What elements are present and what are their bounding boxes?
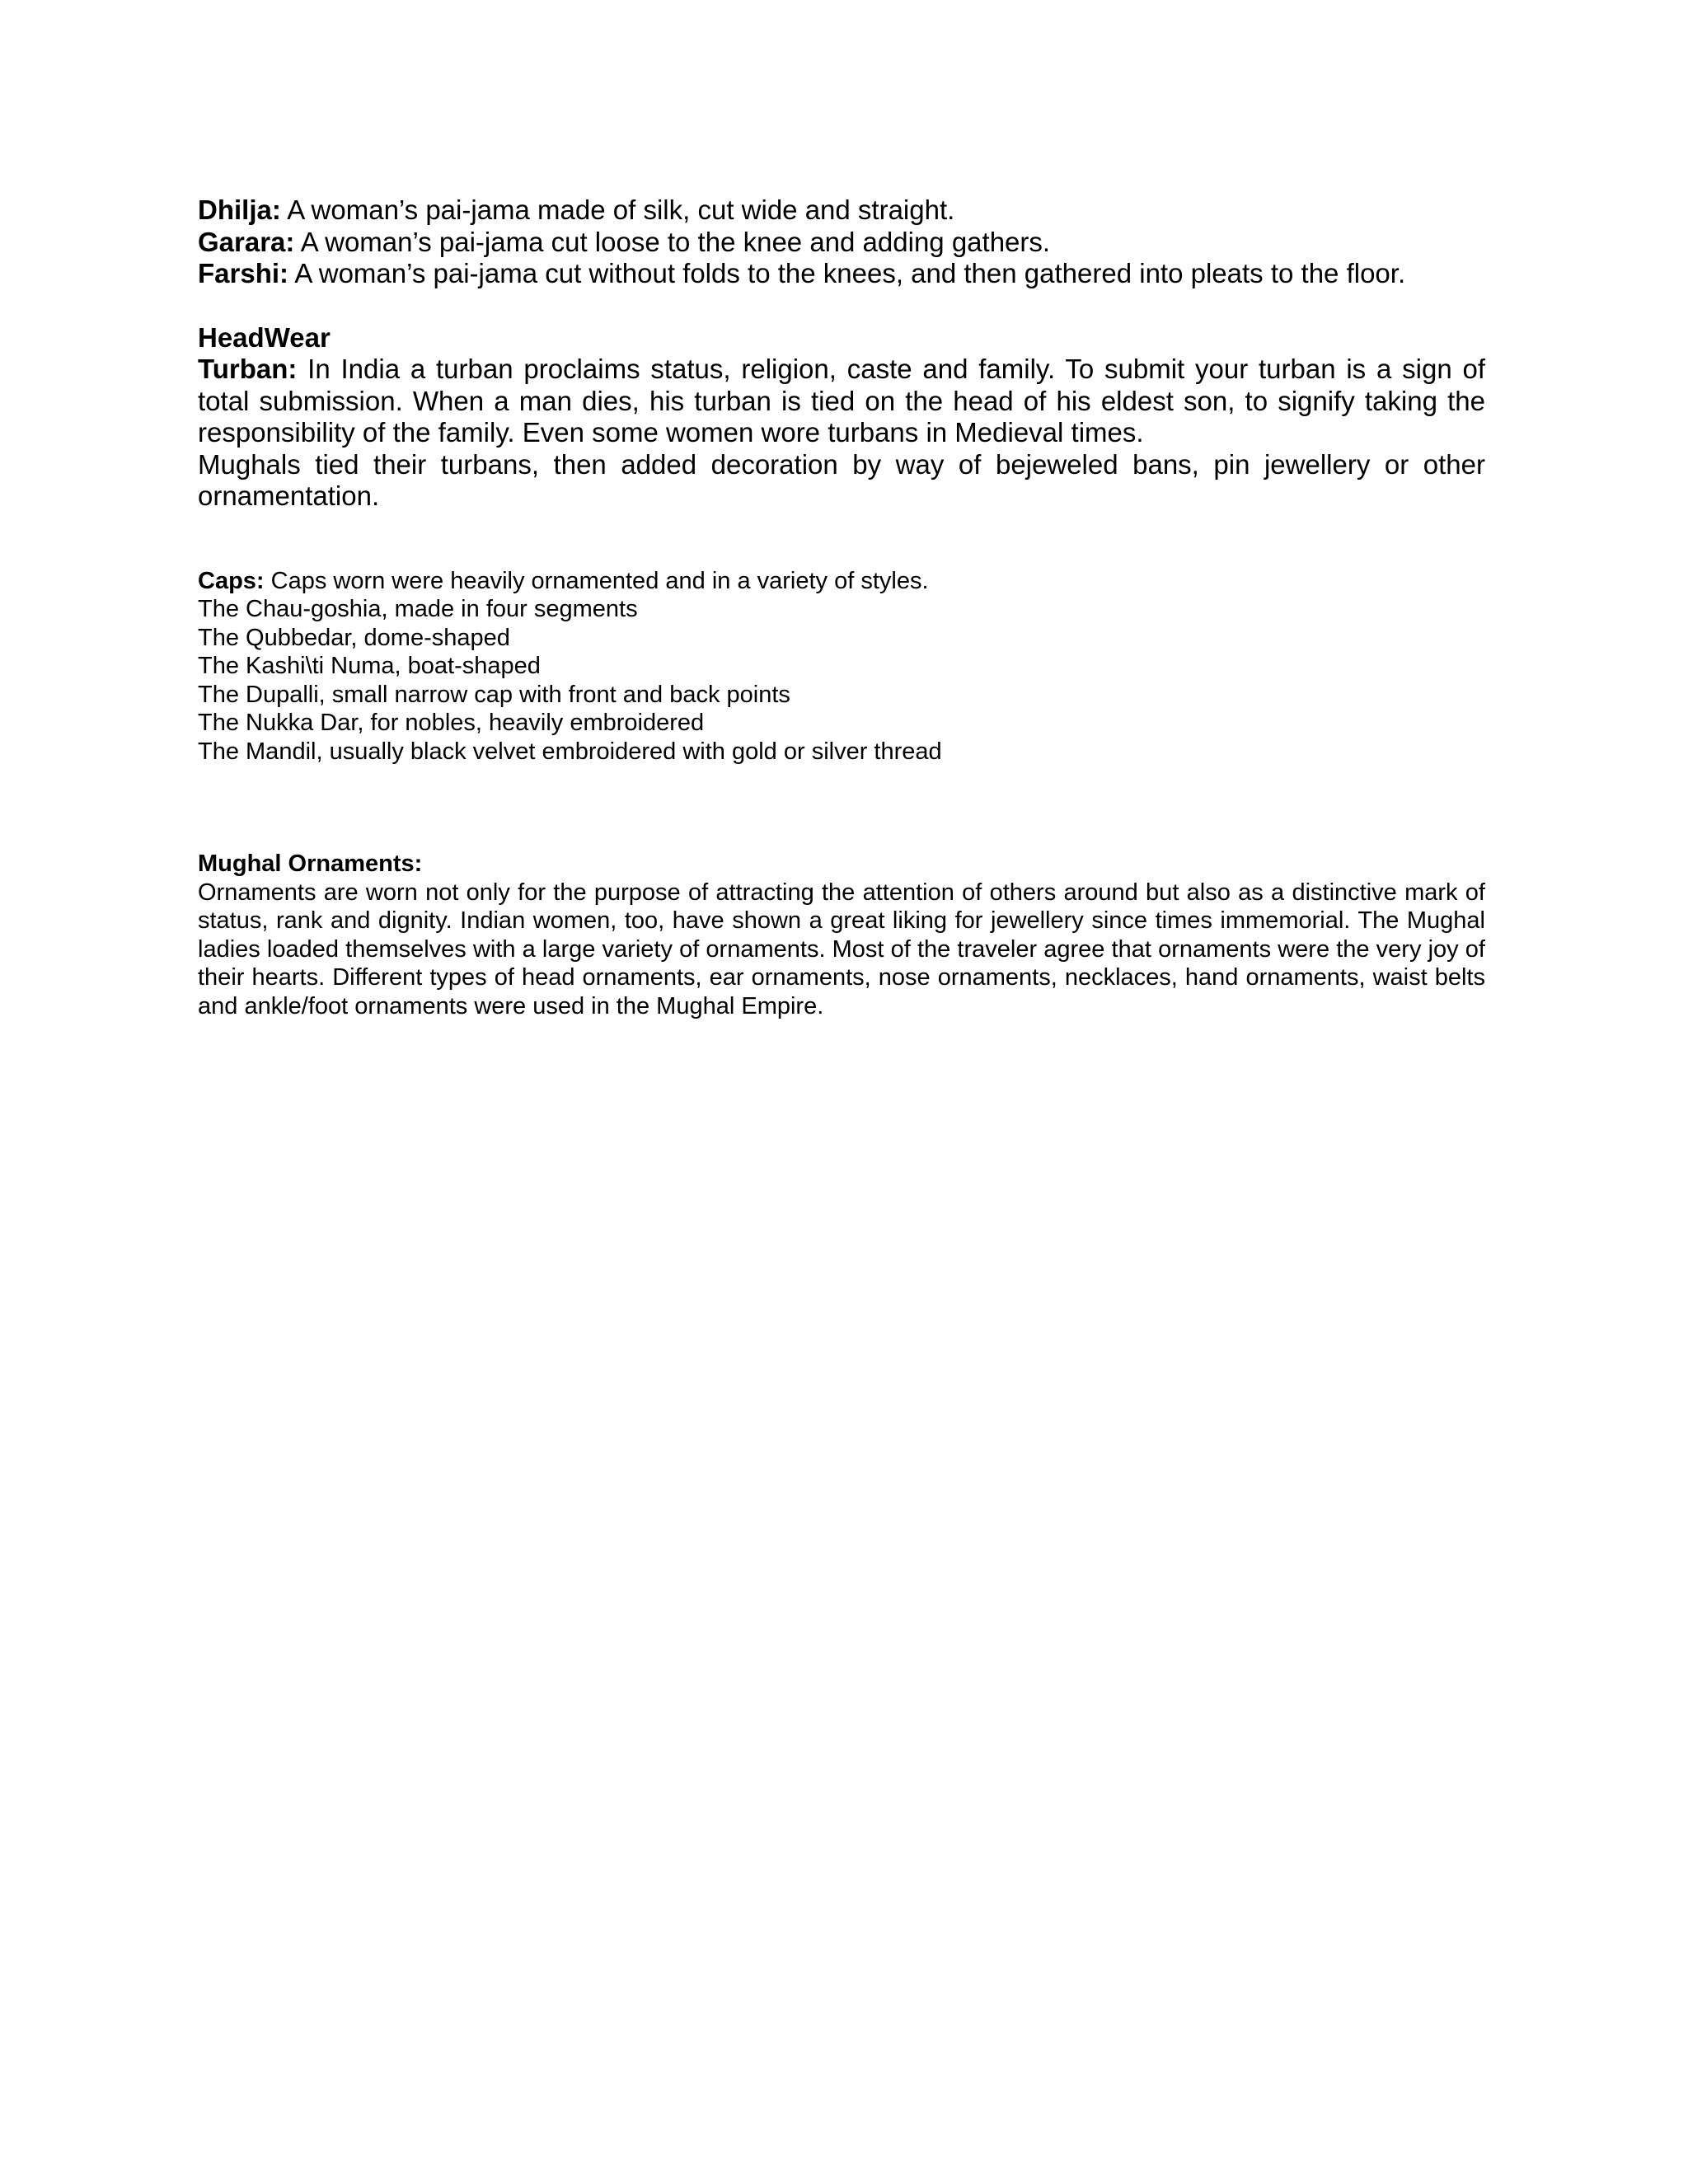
term-label: Garara: (198, 226, 295, 257)
definition-dhilja (198, 194, 1485, 227)
cap-item: The Nukka Dar, for nobles, heavily embroidered (198, 710, 705, 736)
term-label: Dhilja: (198, 194, 281, 225)
definition-farshi (198, 258, 1485, 290)
caps-intro-text: Caps worn were heavily ornamented and in a variety of styles. (264, 567, 929, 594)
turban-text: In India a turban proclaims status, religion, caste and family. To submit your turban is a sign of total submission. When a man dies, his turban is tied on the head of his eldest son, to signify taking the responsibility of the family. Even some women wore turbans in Medieval times. (198, 354, 1485, 448)
definition-garara (198, 227, 1485, 259)
cap-item: The Mandil, usually black velvet embroidered with gold or silver thread (198, 738, 942, 765)
cap-item: The Qubbedar, dome-shaped (198, 624, 510, 651)
section-heading-headwear: HeadWear (198, 321, 331, 353)
cap-item: The Kashi\ti Numa, boat-shaped (198, 653, 541, 679)
definition-text: A woman’s pai-jama cut loose to the knee and adding gathers. (294, 226, 1051, 257)
ornaments-paragraph: Ornaments are worn not only for the purpose of attracting the attention of others around but also as a distinctive mark of status, rank and dignity. Indian women, too, have shown a great liking for jewellery since times immemorial. The Mughal ladies loaded themselves with a large variety of ornaments. Most of the traveler agree that ornaments were the very joy of their hearts. Different types of head ornaments, ear ornaments, nose ornaments, necklaces, hand ornaments, waist belts and ankle/foot ornaments were used in the Mughal Empire. (198, 879, 1485, 1019)
pajama-definitions (198, 194, 1485, 290)
term-label: Turban: (198, 354, 298, 384)
mughals-turban-paragraph: Mughals tied their turbans, then added decoration by way of bejeweled bans, pin jewellery or other ornamentation. (198, 448, 1485, 511)
term-label: Caps: (198, 567, 265, 594)
section-heading-ornaments: Mughal Ornaments: (198, 851, 423, 877)
headwear-section (198, 322, 1485, 513)
definition-text: A woman’s pai-jama cut without folds to the knees, and then gathered into pleats to the floor. (288, 258, 1406, 288)
turban-paragraph (198, 354, 1485, 449)
ornaments-section (198, 850, 1485, 1020)
cap-item: The Chau-goshia, made in four segments (198, 596, 638, 622)
document-page (198, 194, 1485, 1020)
caps-intro (198, 567, 1485, 596)
caps-section (198, 567, 1485, 766)
definition-text: A woman’s pai-jama made of silk, cut wide and straight. (280, 194, 955, 225)
cap-item: The Dupalli, small narrow cap with front and back points (198, 681, 790, 708)
term-label: Farshi: (198, 258, 289, 288)
